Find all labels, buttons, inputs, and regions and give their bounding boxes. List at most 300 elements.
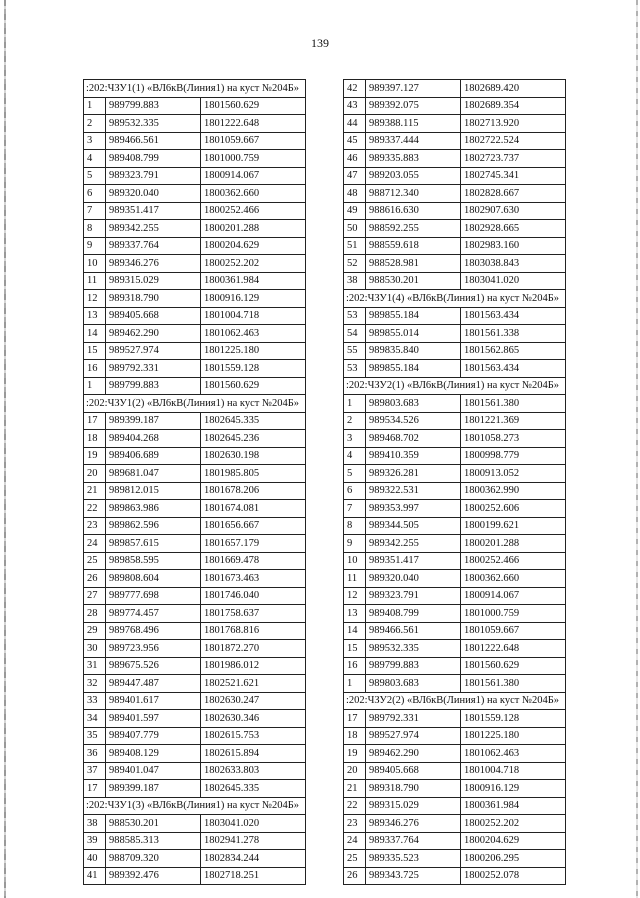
- coordinate-row: [84, 360, 306, 378]
- x-coordinate: 989863.986: [106, 500, 201, 518]
- point-number: 46: [344, 150, 366, 168]
- x-coordinate: 988530.201: [366, 272, 461, 290]
- point-number: 54: [344, 325, 366, 343]
- point-number: 9: [344, 535, 366, 553]
- point-number: 9: [84, 237, 106, 255]
- coordinate-row: [84, 185, 306, 203]
- y-coordinate: 1800916.129: [201, 290, 306, 308]
- point-number: 6: [84, 185, 106, 203]
- scan-edge-left: [4, 0, 6, 898]
- coordinate-row: [344, 850, 566, 868]
- y-coordinate: 1800206.295: [461, 850, 566, 868]
- point-number: 20: [344, 762, 366, 780]
- x-coordinate: 989462.290: [366, 745, 461, 763]
- coordinate-row: [84, 780, 306, 798]
- y-coordinate: 1801758.637: [201, 605, 306, 623]
- point-number: 41: [84, 867, 106, 885]
- y-coordinate: 1801674.081: [201, 500, 306, 518]
- y-coordinate: 1800252.466: [461, 552, 566, 570]
- x-coordinate: 989343.725: [366, 867, 461, 885]
- point-number: 25: [344, 850, 366, 868]
- coordinate-row: [344, 447, 566, 465]
- x-coordinate: 989315.029: [366, 797, 461, 815]
- y-coordinate: 1802689.420: [461, 80, 566, 98]
- y-coordinate: 1801062.463: [201, 325, 306, 343]
- point-number: 20: [84, 465, 106, 483]
- y-coordinate: 1801563.434: [461, 360, 566, 378]
- x-coordinate: 989346.276: [366, 815, 461, 833]
- y-coordinate: 1802645.335: [201, 412, 306, 430]
- coordinate-row: [84, 430, 306, 448]
- y-coordinate: 1801673.463: [201, 570, 306, 588]
- y-coordinate: 1800204.629: [201, 237, 306, 255]
- point-number: 53: [344, 307, 366, 325]
- y-coordinate: 1800914.067: [201, 167, 306, 185]
- coordinate-row: [84, 587, 306, 605]
- point-number: 18: [84, 430, 106, 448]
- x-coordinate: 989799.883: [106, 97, 201, 115]
- point-number: 1: [84, 97, 106, 115]
- coordinate-row: [84, 447, 306, 465]
- y-coordinate: 1801560.629: [461, 657, 566, 675]
- y-coordinate: 1801559.128: [201, 360, 306, 378]
- point-number: 26: [84, 570, 106, 588]
- point-number: 7: [84, 202, 106, 220]
- x-coordinate: 989534.526: [366, 412, 461, 430]
- x-coordinate: 989335.523: [366, 850, 461, 868]
- y-coordinate: 1800252.078: [461, 867, 566, 885]
- y-coordinate: 1800362.660: [461, 570, 566, 588]
- x-coordinate: 989401.597: [106, 710, 201, 728]
- scan-edge-right: [636, 0, 638, 898]
- coordinate-row: [84, 675, 306, 693]
- point-number: 43: [344, 97, 366, 115]
- point-number: 45: [344, 132, 366, 150]
- coordinates-table-left: [83, 79, 306, 885]
- x-coordinate: 989812.015: [106, 482, 201, 500]
- y-coordinate: 1802907.630: [461, 202, 566, 220]
- coordinate-row: [344, 272, 566, 290]
- coordinate-row: [84, 850, 306, 868]
- coordinate-row: [84, 255, 306, 273]
- coordinate-row: [344, 517, 566, 535]
- coordinate-row: [344, 220, 566, 238]
- point-number: 16: [84, 360, 106, 378]
- y-coordinate: 1801872.270: [201, 640, 306, 658]
- coordinate-row: [344, 762, 566, 780]
- y-coordinate: 1802941.278: [201, 832, 306, 850]
- x-coordinate: 989399.187: [106, 780, 201, 798]
- section-header: :202:ЧЗУ1(2) «ВЛ6кВ(Линия1) на куст №204Б»: [84, 395, 306, 413]
- x-coordinate: 989353.997: [366, 500, 461, 518]
- y-coordinate: 1802828.667: [461, 185, 566, 203]
- point-number: 11: [344, 570, 366, 588]
- x-coordinate: 989792.331: [106, 360, 201, 378]
- section-header-row: [84, 797, 306, 815]
- coordinate-row: [344, 150, 566, 168]
- section-header-row: [344, 290, 566, 308]
- y-coordinate: 1802630.346: [201, 710, 306, 728]
- point-number: 8: [344, 517, 366, 535]
- page-number: 139: [311, 36, 329, 50]
- coordinate-row: [84, 710, 306, 728]
- coordinate-row: [84, 465, 306, 483]
- x-coordinate: 989675.526: [106, 657, 201, 675]
- y-coordinate: 1801678.206: [201, 482, 306, 500]
- y-coordinate: 1800362.990: [461, 482, 566, 500]
- point-number: 17: [84, 780, 106, 798]
- point-number: 34: [84, 710, 106, 728]
- y-coordinate: 1802928.665: [461, 220, 566, 238]
- x-coordinate: 989777.698: [106, 587, 201, 605]
- coordinate-row: [84, 815, 306, 833]
- point-number: 19: [344, 745, 366, 763]
- coordinate-row: [84, 552, 306, 570]
- coordinate-row: [84, 220, 306, 238]
- y-coordinate: 1801004.718: [461, 762, 566, 780]
- point-number: 12: [344, 587, 366, 605]
- point-number: 24: [344, 832, 366, 850]
- y-coordinate: 1800361.984: [201, 272, 306, 290]
- point-number: 22: [344, 797, 366, 815]
- point-number: 31: [84, 657, 106, 675]
- x-coordinate: 989344.505: [366, 517, 461, 535]
- y-coordinate: 1801559.128: [461, 710, 566, 728]
- coordinates-table-right: [343, 79, 566, 885]
- point-number: 23: [84, 517, 106, 535]
- point-number: 39: [84, 832, 106, 850]
- x-coordinate: 989401.617: [106, 692, 201, 710]
- coordinate-row: [84, 745, 306, 763]
- coordinate-row: [84, 132, 306, 150]
- coordinate-row: [344, 587, 566, 605]
- x-coordinate: 989337.444: [366, 132, 461, 150]
- x-coordinate: 989835.840: [366, 342, 461, 360]
- y-coordinate: 1801058.273: [461, 430, 566, 448]
- y-coordinate: 1800913.052: [461, 465, 566, 483]
- point-number: 25: [84, 552, 106, 570]
- coordinate-row: [84, 605, 306, 623]
- point-number: 3: [84, 132, 106, 150]
- coordinate-row: [84, 832, 306, 850]
- x-coordinate: 989351.417: [106, 202, 201, 220]
- x-coordinate: 989527.974: [366, 727, 461, 745]
- point-number: 32: [84, 675, 106, 693]
- point-number: 15: [344, 640, 366, 658]
- coordinate-row: [344, 167, 566, 185]
- coordinate-row: [344, 132, 566, 150]
- y-coordinate: 1800252.466: [201, 202, 306, 220]
- point-number: 17: [344, 710, 366, 728]
- coordinate-row: [84, 570, 306, 588]
- coordinate-row: [84, 325, 306, 343]
- y-coordinate: 1800201.288: [201, 220, 306, 238]
- y-coordinate: 1800361.984: [461, 797, 566, 815]
- coordinate-row: [344, 185, 566, 203]
- x-coordinate: 989462.290: [106, 325, 201, 343]
- x-coordinate: 989803.683: [366, 675, 461, 693]
- coordinate-row: [344, 237, 566, 255]
- point-number: 42: [344, 80, 366, 98]
- y-coordinate: 1802645.335: [201, 780, 306, 798]
- x-coordinate: 988530.201: [106, 815, 201, 833]
- x-coordinate: 988709.320: [106, 850, 201, 868]
- coordinate-row: [344, 482, 566, 500]
- y-coordinate: 1801059.667: [201, 132, 306, 150]
- coordinate-row: [344, 570, 566, 588]
- point-number: 26: [344, 867, 366, 885]
- y-coordinate: 1800199.621: [461, 517, 566, 535]
- y-coordinate: 1803041.020: [461, 272, 566, 290]
- point-number: 22: [84, 500, 106, 518]
- y-coordinate: 1802718.251: [201, 867, 306, 885]
- y-coordinate: 1802745.341: [461, 167, 566, 185]
- y-coordinate: 1800362.660: [201, 185, 306, 203]
- coordinate-row: [344, 710, 566, 728]
- point-number: 38: [84, 815, 106, 833]
- y-coordinate: 1801561.338: [461, 325, 566, 343]
- coordinate-row: [84, 290, 306, 308]
- coordinate-row: [344, 325, 566, 343]
- x-coordinate: 989799.883: [106, 377, 201, 395]
- x-coordinate: 989392.476: [106, 867, 201, 885]
- point-number: 13: [344, 605, 366, 623]
- point-number: 4: [344, 447, 366, 465]
- y-coordinate: 1802834.244: [201, 850, 306, 868]
- coordinate-row: [84, 150, 306, 168]
- point-number: 4: [84, 150, 106, 168]
- x-coordinate: 988592.255: [366, 220, 461, 238]
- coordinate-row: [84, 482, 306, 500]
- x-coordinate: 989203.055: [366, 167, 461, 185]
- section-header-row: [84, 80, 306, 98]
- section-header: :202:ЧЗУ1(3) «ВЛ6кВ(Линия1) на куст №204Б»: [84, 797, 306, 815]
- y-coordinate: 1801225.180: [201, 342, 306, 360]
- coordinates-table-right-body: [344, 80, 566, 885]
- x-coordinate: 989322.531: [366, 482, 461, 500]
- coordinate-row: [344, 255, 566, 273]
- point-number: 11: [84, 272, 106, 290]
- coordinate-row: [344, 115, 566, 133]
- point-number: 24: [84, 535, 106, 553]
- x-coordinate: 989406.689: [106, 447, 201, 465]
- y-coordinate: 1801222.648: [461, 640, 566, 658]
- coordinate-row: [84, 500, 306, 518]
- point-number: 30: [84, 640, 106, 658]
- x-coordinate: 989466.561: [366, 622, 461, 640]
- coordinate-row: [344, 202, 566, 220]
- x-coordinate: 989405.668: [366, 762, 461, 780]
- x-coordinate: 989774.457: [106, 605, 201, 623]
- point-number: 47: [344, 167, 366, 185]
- coordinate-row: [84, 412, 306, 430]
- point-number: 21: [344, 780, 366, 798]
- x-coordinate: 989855.184: [366, 360, 461, 378]
- y-coordinate: 1801768.816: [201, 622, 306, 640]
- y-coordinate: 1802521.621: [201, 675, 306, 693]
- y-coordinate: 1800916.129: [461, 780, 566, 798]
- point-number: 36: [84, 745, 106, 763]
- coordinate-row: [84, 202, 306, 220]
- point-number: 1: [84, 377, 106, 395]
- point-number: 6: [344, 482, 366, 500]
- coordinates-table-left-body: [84, 80, 306, 885]
- y-coordinate: 1801985.805: [201, 465, 306, 483]
- y-coordinate: 1802615.894: [201, 745, 306, 763]
- x-coordinate: 988712.340: [366, 185, 461, 203]
- x-coordinate: 989318.790: [106, 290, 201, 308]
- coordinate-row: [84, 867, 306, 885]
- y-coordinate: 1800252.606: [461, 500, 566, 518]
- y-coordinate: 1801059.667: [461, 622, 566, 640]
- y-coordinate: 1801004.718: [201, 307, 306, 325]
- x-coordinate: 989808.604: [106, 570, 201, 588]
- y-coordinate: 1801669.478: [201, 552, 306, 570]
- coordinate-row: [344, 832, 566, 850]
- point-number: 8: [84, 220, 106, 238]
- x-coordinate: 989407.779: [106, 727, 201, 745]
- point-number: 50: [344, 220, 366, 238]
- point-number: 14: [84, 325, 106, 343]
- x-coordinate: 989320.040: [106, 185, 201, 203]
- x-coordinate: 989799.883: [366, 657, 461, 675]
- x-coordinate: 988559.618: [366, 237, 461, 255]
- x-coordinate: 989408.799: [106, 150, 201, 168]
- coordinate-row: [344, 727, 566, 745]
- y-coordinate: 1801221.369: [461, 412, 566, 430]
- point-number: 15: [84, 342, 106, 360]
- point-number: 52: [344, 255, 366, 273]
- coordinate-row: [84, 377, 306, 395]
- coordinate-row: [84, 727, 306, 745]
- x-coordinate: 989401.047: [106, 762, 201, 780]
- x-coordinate: 989405.668: [106, 307, 201, 325]
- x-coordinate: 989323.791: [106, 167, 201, 185]
- x-coordinate: 989342.255: [106, 220, 201, 238]
- y-coordinate: 1802633.803: [201, 762, 306, 780]
- section-header: :202:ЧЗУ2(1) «ВЛ6кВ(Линия1) на куст №204Б»: [344, 377, 566, 395]
- x-coordinate: 989397.127: [366, 80, 461, 98]
- coordinate-row: [344, 80, 566, 98]
- coordinate-row: [84, 517, 306, 535]
- point-number: 2: [84, 115, 106, 133]
- y-coordinate: 1802630.247: [201, 692, 306, 710]
- y-coordinate: 1801222.648: [201, 115, 306, 133]
- coordinate-row: [84, 115, 306, 133]
- x-coordinate: 989792.331: [366, 710, 461, 728]
- point-number: 18: [344, 727, 366, 745]
- coordinate-row: [344, 97, 566, 115]
- x-coordinate: 989323.791: [366, 587, 461, 605]
- coordinate-row: [344, 552, 566, 570]
- point-number: 5: [84, 167, 106, 185]
- x-coordinate: 989337.764: [106, 237, 201, 255]
- y-coordinate: 1801746.040: [201, 587, 306, 605]
- coordinate-row: [344, 430, 566, 448]
- coordinate-row: [84, 342, 306, 360]
- x-coordinate: 989318.790: [366, 780, 461, 798]
- section-header-row: [84, 395, 306, 413]
- coordinate-row: [344, 307, 566, 325]
- y-coordinate: 1802645.236: [201, 430, 306, 448]
- section-header: :202:ЧЗУ2(2) «ВЛ6кВ(Линия1) на куст №204Б»: [344, 692, 566, 710]
- y-coordinate: 1801000.759: [461, 605, 566, 623]
- y-coordinate: 1801656.667: [201, 517, 306, 535]
- x-coordinate: 989410.359: [366, 447, 461, 465]
- y-coordinate: 1802713.920: [461, 115, 566, 133]
- y-coordinate: 1803038.843: [461, 255, 566, 273]
- x-coordinate: 989335.883: [366, 150, 461, 168]
- x-coordinate: 989468.702: [366, 430, 461, 448]
- point-number: 16: [344, 657, 366, 675]
- coordinate-row: [344, 745, 566, 763]
- x-coordinate: 989532.335: [106, 115, 201, 133]
- x-coordinate: 989399.187: [106, 412, 201, 430]
- point-number: 53: [344, 360, 366, 378]
- x-coordinate: 989408.129: [106, 745, 201, 763]
- point-number: 17: [84, 412, 106, 430]
- coordinate-row: [344, 675, 566, 693]
- x-coordinate: 989392.075: [366, 97, 461, 115]
- coordinate-row: [84, 762, 306, 780]
- point-number: 2: [344, 412, 366, 430]
- y-coordinate: 1801000.759: [201, 150, 306, 168]
- y-coordinate: 1800252.202: [201, 255, 306, 273]
- coordinate-row: [344, 815, 566, 833]
- x-coordinate: 989857.615: [106, 535, 201, 553]
- point-number: 14: [344, 622, 366, 640]
- coordinate-row: [344, 605, 566, 623]
- point-number: 7: [344, 500, 366, 518]
- coordinate-row: [344, 535, 566, 553]
- coordinate-row: [344, 657, 566, 675]
- y-coordinate: 1800204.629: [461, 832, 566, 850]
- y-coordinate: 1803041.020: [201, 815, 306, 833]
- y-coordinate: 1802630.198: [201, 447, 306, 465]
- x-coordinate: 988616.630: [366, 202, 461, 220]
- point-number: 49: [344, 202, 366, 220]
- point-number: 55: [344, 342, 366, 360]
- coordinate-row: [84, 657, 306, 675]
- point-number: 3: [344, 430, 366, 448]
- coordinate-row: [84, 535, 306, 553]
- section-header-row: [344, 692, 566, 710]
- coordinate-row: [84, 272, 306, 290]
- coordinate-row: [344, 867, 566, 885]
- x-coordinate: 989315.029: [106, 272, 201, 290]
- x-coordinate: 989855.014: [366, 325, 461, 343]
- point-number: 40: [84, 850, 106, 868]
- x-coordinate: 989326.281: [366, 465, 461, 483]
- x-coordinate: 989447.487: [106, 675, 201, 693]
- point-number: 29: [84, 622, 106, 640]
- x-coordinate: 989404.268: [106, 430, 201, 448]
- x-coordinate: 989768.496: [106, 622, 201, 640]
- point-number: 19: [84, 447, 106, 465]
- point-number: 5: [344, 465, 366, 483]
- point-number: 48: [344, 185, 366, 203]
- point-number: 21: [84, 482, 106, 500]
- coordinate-row: [84, 692, 306, 710]
- point-number: 51: [344, 237, 366, 255]
- y-coordinate: 1801986.012: [201, 657, 306, 675]
- y-coordinate: 1801563.434: [461, 307, 566, 325]
- x-coordinate: 988585.313: [106, 832, 201, 850]
- x-coordinate: 989342.255: [366, 535, 461, 553]
- y-coordinate: 1801561.380: [461, 675, 566, 693]
- coordinate-row: [344, 622, 566, 640]
- x-coordinate: 988528.981: [366, 255, 461, 273]
